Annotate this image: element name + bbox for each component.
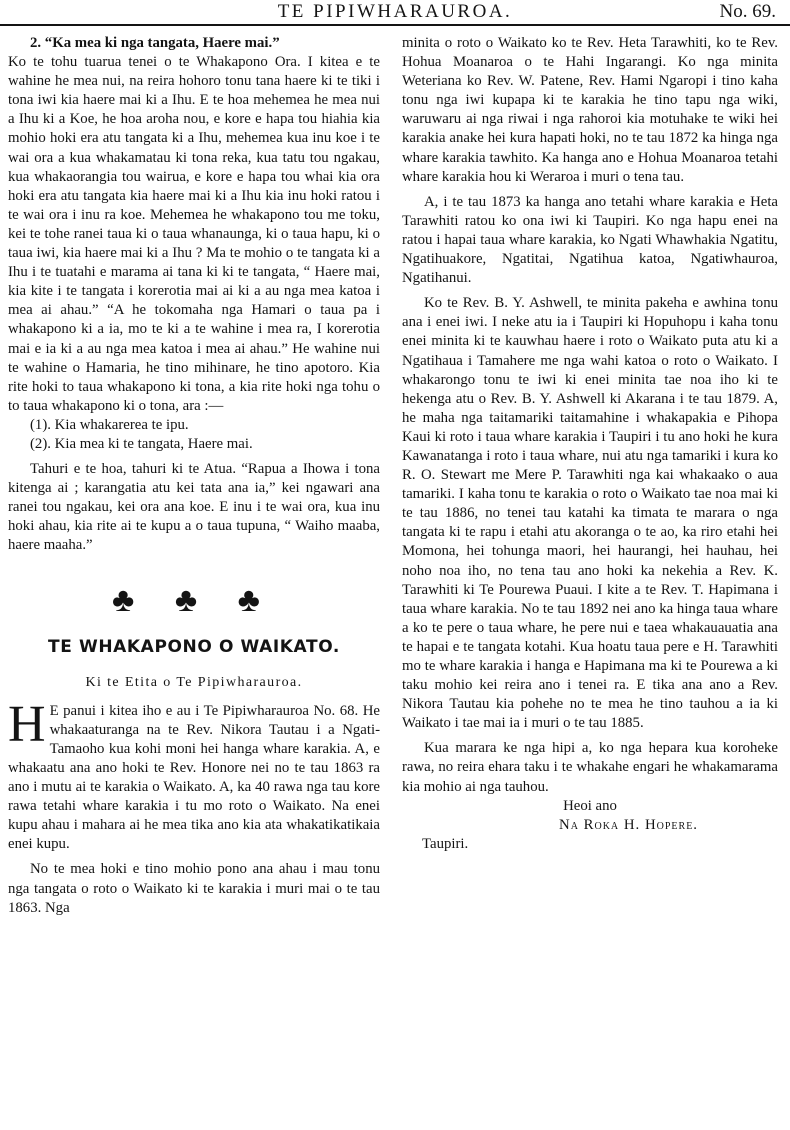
paragraph: Ko te Rev. B. Y. Ashwell, te minita pakeha e awhina tonu ana i enei iwi. I neke atu ia i Taupiri ki Hopuhopu i kaha tonu enei minita ki te kauwhau haere i roto o Waikato puta atu ki a Ngatihaua i Tamahere me nga wahi katoa o roto o Waikato. I whakarongo tonu te iwi ki enei minita tae noa iho ki te hekenga atu o Rev. B. Y. Ashwell ki Akarana i te tau 1879. A, he maha nga taitamariki taitamahine i whakapakia e Pihopa Kaui ki roto i taua whare karakia i Taupiri i tu ano hoki he kura Kawanatanga i roto i taua whare, nui atu nga tamariki i kura ko R. O. Stewart me Mere P. Tarawhiti nga kai whakaako o aua tamariki. I kaha tonu te karakia o roto o Waikato tae noa mai ki te tau 1886, no tenei tau katahi ka timata te marara o nga tangata ki te rapu i etahi atu akoranga o te ao, ka riro etahi hei Momona, hei tohunga maori, hei haurangi, hei hauhau, hei noho noa iho, no tena tau ano hoki ka nekehia a Rev. K. Tarawhiti ki Te Pourewa Puaui. I kite a te Rev. T. Hapimana i taua whare karakia. No te tau 1892 nei ano ka hinga taua whare a ko te pere o taua whare, he pere nui e taea whakauauatia ana te hapai e te tangata kotahi. Kua hoatu taua pere e H. Tarawhiti mo te whare karakia i hanga e Hapimana ma ki te Pourewa a ki taku mohio kei reira ano i tenei ra. E tika ana ano a Rev. Nikora Tautau kia pohehe no te mea he tino tauhou a ia ki Waikato i tae mai ia i muri o te tau 1885.	[402, 295, 778, 732]
list-item: (1). Kia whakarerea te ipu.	[30, 416, 189, 433]
dropcap-letter: H	[8, 695, 46, 753]
page-header	[0, 0, 790, 26]
newspaper-title: TE PIPIWHARAUROA.	[277, 1, 513, 22]
list-item: (2). Kia mea ki te tangata, Haere mai.	[30, 435, 253, 452]
clover-ornament: ♣ ♣ ♣	[112, 581, 276, 619]
paragraph: minita o roto o Waikato ko te Rev. Heta Tarawhiti, ko te Rev. Hohua Moanaroa o te Hahi Ingarangi. Ko nga minita Weteriana ko Rev. W. Patene, Rev. Hami Ngaropi i tino kaha tonu nga iwi kupapa ki te karakia he tino tapu nga wiki, waruwaru ai nga riwai i nga rahoroi kia motuhake te wiki hei karakia anake hei kura hapati hoki, no te tau 1872 ka hinga nga whare karakia tawhito. Ka hanga ano e Hohua Moanaroa tetahi whare karakia hou ki Weraroa i muri o tena tau.	[402, 35, 778, 185]
paragraph: Tahuri e te hoa, tahuri ki te Atua. “Rapua a Ihowa i tona kitenga ai ; karangatia atu kei tata ana ia,” kei ngawari ana ranei tou ngakau, kei ora ana koe. E inu i te wai ora, kua inu hoki ahau, kia rite ai te kupu a o taua tupuna, “ Waiho maaba, haere maaha.”	[8, 461, 380, 554]
signoff-place: Taupiri.	[422, 835, 469, 852]
paragraph: No te mea hoki e tino mohio pono ana ahau i mau tonu nga tangata o roto o Waikato ki te karakia i muri mai o te tau 1863. Nga	[8, 861, 380, 916]
paragraph-with-dropcap	[8, 695, 380, 855]
signoff-author: Na Roka H. Hopere.	[559, 816, 698, 833]
signoff-closing: Heoi ano	[563, 797, 617, 814]
paragraph: Kua marara ke nga hipi a, ko nga hepara kua koroheke rawa, no reira ehara taku i te whakahe engari he whakamarama kia mohio ai nga tauhou.	[402, 740, 778, 795]
paragraph-text: E panui i kitea iho e au i Te Pipiwharauroa No. 68. He whakaaturanga na te Rev. Nikora Tautau i a Ngati-Tamaoho kua kohi moni hei hanga whare karakia. A, e whakaatu ana ano hoki te Rev. Honore nei no te tau 1863 ra ano i mutu ai te karakia o Waikato. A, ka 40 rawa nga tau kore rawa tetahi whare karakia i tu mo roto o Waikato. Na enei kupu ahau i mahara ai he mea tika ano kia ata whakatikatikaia enei kupu.	[8, 702, 380, 853]
section-title: 2. “Ka mea ki nga tangata, Haere mai.”	[30, 35, 280, 51]
issue-number: No. 69.	[719, 1, 776, 22]
paragraph: Ko te tohu tuarua tenei o te Whakapono Ora. I kitea e te wahine he mea nui, na reira hohoro tonu tana haere ki te tiki i tona iwi kia haere mai ki a Ihu. E te hoa mehemea he mea nui a Ihu ki a Koe, he hoa aroha nou, e kore e hapa tou hiahia kia mohio hoki era atu tangata ki a Ihu, mehemea kua inu koe i te wai ora a kua whakamatau ki tona reka, kua tatu tou ngakau, kua whakaorangia tou wairua, e kore e hapa tou whai kia ora hoki era atu tangata kia haere mai ki a Ihu kia inu hoki ratou i te wai ora i inu ra koe. Mehemea he whakapono tou me toku, kei te tohe ranei taua ki o taua whanaunga, ki o taua hapu, ki o taua iwi, kia haere mai ki a Ihu ? Ma te mohio o te tangata ki a Ihu i te tuatahi e marama ai tana ki ki te tangata, “ Haere mai, kia kite i te tangata i korerotia mai ai ki a au nga mea katoa i mea ai ahau.” “A he tokomaha nga Hamari o taua pa i whakapono ki a ia, mo te ki a te wahine i mea ra, I korerotia mai e ia ki a au nga mea katoa i mea ai ahau.” He wahine nui te wahine o Hamaria, he tino mihinare, he tino apotoro. Kia rite hoki to taua whakapono ki tona, a kia rite hoki nga tohu o to taua whakapono ki o tona, ara :—	[8, 54, 380, 414]
paragraph: A, i te tau 1873 ka hanga ano tetahi whare karakia e Heta Tarawhiti ratou ko ona iwi ki Taupiri. Ko nga hapu enei na ratou i hapai taua whare karakia, ko Ngati Whawhakia Ngatitu, Ngatihuakore, Ngatitai, Ngatihua katoa, Ngatiwhauroa, Ngatihanui.	[402, 193, 778, 287]
left-column	[8, 34, 380, 918]
article-heading: TE WHAKAPONO O WAIKATO.	[48, 636, 340, 657]
right-column	[402, 34, 778, 854]
article-subheading: Ki te Etita o Te Pipiwharauroa.	[85, 674, 303, 690]
